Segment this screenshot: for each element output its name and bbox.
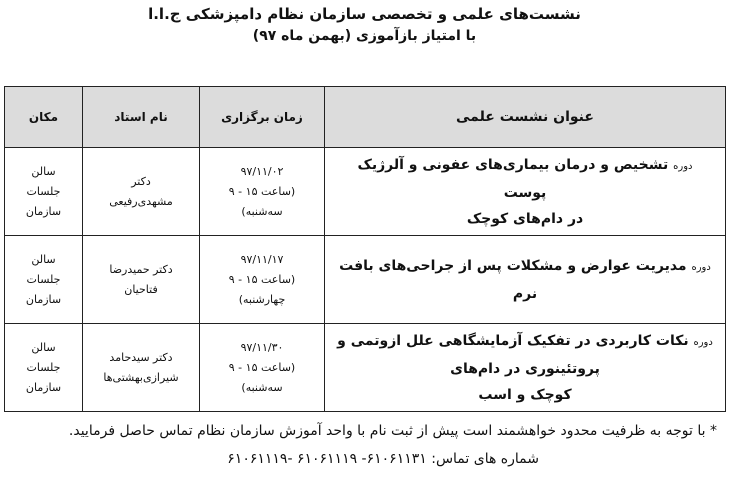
location-line: سازمان [25, 204, 62, 218]
session-title-text: مدیریت عوارض و مشکلات پس از جراحی‌های بافت نرم [339, 257, 687, 302]
session-title-cell [325, 148, 726, 236]
sessions-table [4, 86, 726, 412]
session-hours: (ساعت ۱۵ - ۹ [228, 184, 296, 198]
session-title-line [335, 328, 715, 382]
location-line: سازمان [25, 292, 62, 306]
session-title-cell [325, 236, 726, 324]
contact-phones: شماره های تماس: ۶۱۰۶۱۱۳۱- ۶۱۰۶۱۱۱۹ -۶۱۰۶۱۱۱۹ [227, 451, 539, 467]
session-date: ۹۷/۱۱/۱۷ [240, 252, 284, 266]
instructor-name: مشهدی‌رفیعی [109, 194, 173, 208]
instructor-cell [83, 236, 200, 324]
location-cell [5, 324, 83, 412]
instructor-title: دکتر حمیدرضا [109, 262, 173, 276]
session-time-cell [200, 236, 325, 324]
session-hours: (ساعت ۱۵ - ۹ [228, 360, 296, 374]
instructor-cell [83, 148, 200, 236]
session-weekday: سه‌شنبه) [241, 380, 283, 394]
session-time-cell [200, 148, 325, 236]
column-header-instructor: نام استاد [83, 87, 200, 148]
session-time-cell [200, 324, 325, 412]
session-date: ۹۷/۱۱/۰۲ [240, 164, 284, 178]
table-row [5, 236, 726, 324]
location-line: سالن [31, 340, 56, 354]
session-weekday: چهارشنبه) [238, 292, 286, 306]
location-line: سازمان [25, 380, 62, 394]
column-header-title: عنوان نشست علمی [325, 87, 726, 148]
session-title-line: کوچک و اسب [478, 386, 572, 403]
column-header-location: مکان [5, 87, 83, 148]
instructor-title: دکتر [131, 174, 151, 188]
session-weekday: سه‌شنبه) [241, 204, 283, 218]
session-title-cell [325, 324, 726, 412]
course-prefix: دوره [691, 261, 711, 273]
table-header-row [5, 87, 726, 148]
session-hours: (ساعت ۱۵ - ۹ [228, 272, 296, 286]
session-title-line [335, 152, 715, 206]
page-subtitle: با امتیاز بازآموزی (بهمن ماه ۹۷) [252, 28, 477, 44]
location-line: سالن [31, 252, 56, 266]
instructor-cell [83, 324, 200, 412]
registration-note: * با توجه به ظرفیت محدود خواهشمند است پیش از ثبت نام با واحد آموزش سازمان نظام تماس حاصل فرمایید. [68, 423, 717, 439]
column-header-time: زمان برگزاری [200, 87, 325, 148]
location-cell [5, 236, 83, 324]
session-title-text: نکات کاربردی در تفکیک آزمایشگاهی علل ازوتمی و پروتئینوری در دام‌های [337, 332, 689, 377]
table-row [5, 148, 726, 236]
location-line: سالن [31, 164, 56, 178]
session-date: ۹۷/۱۱/۳۰ [240, 340, 284, 354]
course-prefix: دوره [693, 336, 713, 348]
table-row [5, 324, 726, 412]
session-title-text: تشخیص و درمان بیماری‌های عفونی و آلرژیک پوست [357, 156, 669, 201]
page-title: نشست‌های علمی و تخصصی سازمان نظام دامپزشکی ج.ا.ا [148, 5, 581, 23]
instructor-title: دکتر سیدحامد [109, 350, 173, 364]
instructor-name: فتاحیان [124, 282, 158, 296]
session-title-line: در دام‌های کوچک [466, 210, 584, 227]
location-line: جلسات [26, 360, 61, 374]
location-line: جلسات [26, 272, 61, 286]
location-line: جلسات [26, 184, 61, 198]
session-title-line [335, 253, 715, 307]
course-prefix: دوره [673, 160, 693, 172]
location-cell [5, 148, 83, 236]
instructor-name: شیرازی‌بهشتی‌ها [103, 370, 179, 384]
